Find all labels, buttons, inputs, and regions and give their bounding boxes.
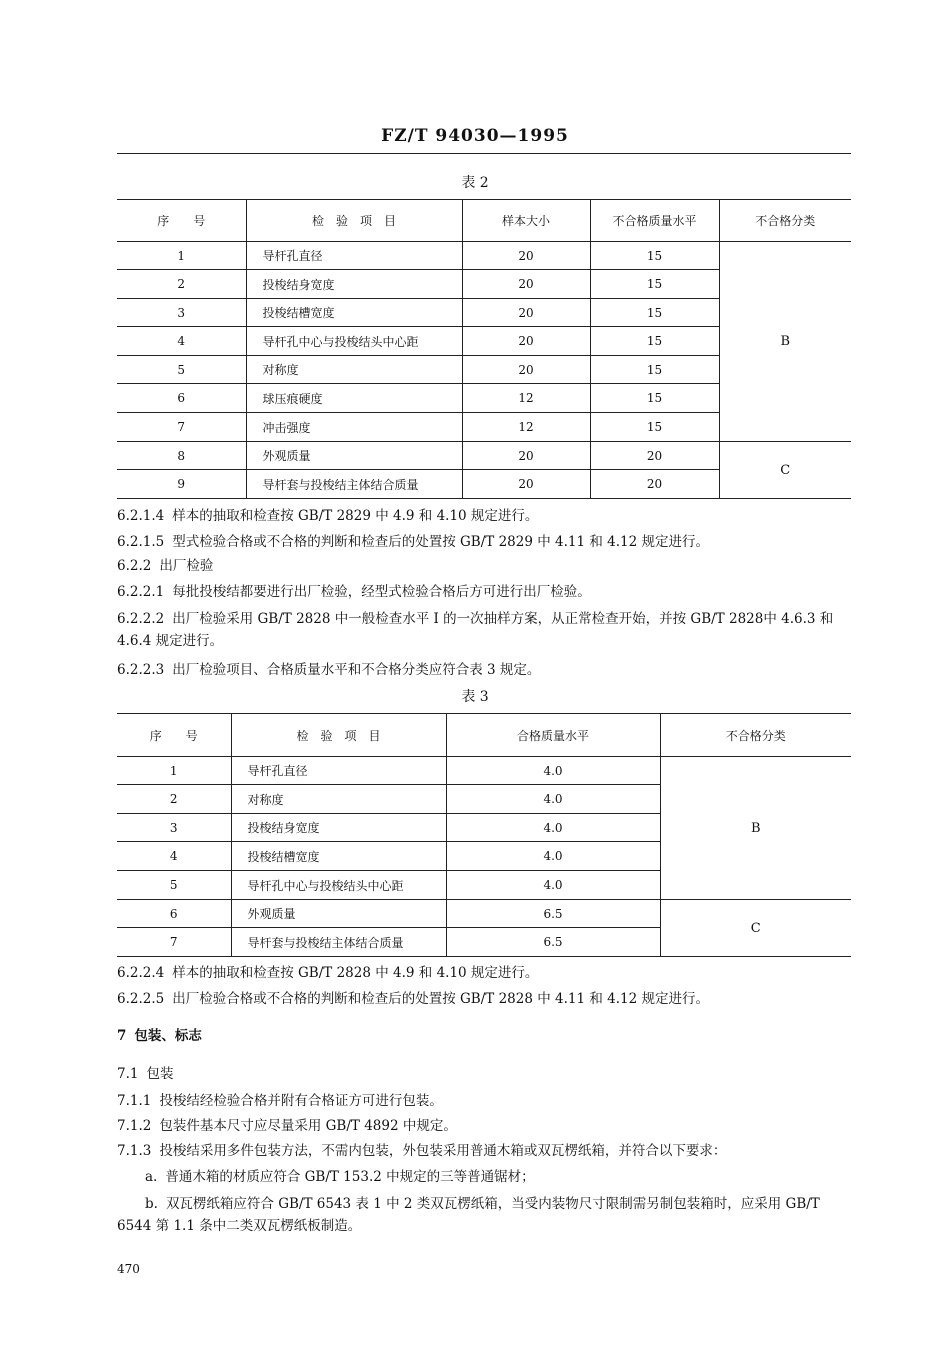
row-level: 15 bbox=[590, 299, 719, 327]
row-item: 导杆套与投梭结主体结合质量 bbox=[246, 470, 462, 499]
clause-7-1-3: 7.1.3 投梭结采用多件包装方法，不需内包装，外包装采用普通木箱或双瓦楞纸箱，并符合以下要求： bbox=[117, 1143, 727, 1159]
row-level: 15 bbox=[590, 356, 719, 384]
row-item: 对称度 bbox=[231, 785, 446, 814]
row-level: 20 bbox=[590, 442, 719, 470]
table-row bbox=[117, 900, 851, 928]
table2-header-sample: 样本大小 bbox=[462, 200, 590, 242]
clause-6-2-2-2: 6.2.2.2 出厂检验采用 GB/T 2828 中一般检查水平 Ⅰ 的一次抽样方案，从正常检查开始，并按 GB/T 2828中 4.6.3 和 4.6.4 规定进行。 bbox=[117, 611, 834, 649]
class-c-cell: C bbox=[660, 900, 851, 957]
row-level: 4.0 bbox=[446, 871, 660, 900]
header-rule bbox=[117, 153, 851, 154]
clause-7-1-1: 7.1.1 投梭结经检验合格并附有合格证方可进行包装。 bbox=[117, 1093, 443, 1109]
row-item: 投梭结身宽度 bbox=[246, 270, 462, 299]
row-no: 4 bbox=[117, 327, 246, 356]
row-sample: 12 bbox=[462, 413, 590, 442]
table3 bbox=[117, 713, 851, 957]
clause-6-2-2-1: 6.2.2.1 每批投梭结都要进行出厂检验，经型式检验合格后方可进行出厂检验。 bbox=[117, 584, 591, 600]
row-no: 3 bbox=[117, 814, 231, 842]
row-level: 20 bbox=[590, 470, 719, 499]
row-sample: 20 bbox=[462, 442, 590, 470]
row-no: 2 bbox=[117, 785, 231, 814]
clause-6-2-1-4: 6.2.1.4 样本的抽取和检查按 GB/T 2829 中 4.9 和 4.10 规定进行。 bbox=[117, 508, 539, 524]
row-item: 导杆孔中心与投梭结头中心距 bbox=[231, 871, 446, 900]
row-item: 导杆孔直径 bbox=[231, 757, 446, 785]
row-item: 投梭结身宽度 bbox=[231, 814, 446, 842]
row-level: 6.5 bbox=[446, 928, 660, 957]
row-level: 15 bbox=[590, 384, 719, 413]
clause-6-2-1-5: 6.2.1.5 型式检验合格或不合格的判断和检查后的处置按 GB/T 2829 中 4.11 和 4.12 规定进行。 bbox=[117, 534, 710, 550]
row-item: 外观质量 bbox=[246, 442, 462, 470]
table2-header-no: 序 号 bbox=[117, 200, 246, 242]
table3-header-item: 检 验 项 目 bbox=[231, 714, 446, 757]
doc-header: FZ/T 94030—1995 bbox=[381, 126, 569, 146]
row-sample: 20 bbox=[462, 270, 590, 299]
row-no: 6 bbox=[117, 384, 246, 413]
row-sample: 12 bbox=[462, 384, 590, 413]
table-row bbox=[117, 242, 851, 270]
clause-7-1: 7.1 包装 bbox=[117, 1066, 174, 1082]
table-row bbox=[117, 442, 851, 470]
row-level: 6.5 bbox=[446, 900, 660, 928]
row-no: 8 bbox=[117, 442, 246, 470]
row-no: 4 bbox=[117, 842, 231, 871]
row-item: 投梭结槽宽度 bbox=[246, 299, 462, 327]
table3-caption: 表 3 bbox=[461, 689, 489, 705]
clause-7-1-2: 7.1.2 包装件基本尺寸应尽量采用 GB/T 4892 中规定。 bbox=[117, 1118, 457, 1134]
row-item: 球压痕硬度 bbox=[246, 384, 462, 413]
row-level: 15 bbox=[590, 242, 719, 270]
row-no: 9 bbox=[117, 470, 246, 499]
table3-header-no: 序 号 bbox=[117, 714, 231, 757]
row-level: 4.0 bbox=[446, 842, 660, 871]
clause-6-2-2-4: 6.2.2.4 样本的抽取和检查按 GB/T 2828 中 4.9 和 4.10 规定进行。 bbox=[117, 965, 539, 981]
row-sample: 20 bbox=[462, 356, 590, 384]
row-no: 5 bbox=[117, 871, 231, 900]
table2-header-class: 不合格分类 bbox=[719, 200, 851, 242]
row-sample: 20 bbox=[462, 299, 590, 327]
row-sample: 20 bbox=[462, 327, 590, 356]
row-level: 15 bbox=[590, 327, 719, 356]
row-level: 15 bbox=[590, 413, 719, 442]
row-item: 导杆孔中心与投梭结头中心距 bbox=[246, 327, 462, 356]
item-a: a. 普通木箱的材质应符合 GB/T 153.2 中规定的三等普通锯材； bbox=[145, 1169, 535, 1185]
row-item: 对称度 bbox=[246, 356, 462, 384]
table3-header-level: 合格质量水平 bbox=[446, 714, 660, 757]
row-no: 5 bbox=[117, 356, 246, 384]
row-item: 导杆孔直径 bbox=[246, 242, 462, 270]
row-no: 1 bbox=[117, 242, 246, 270]
section-7-heading: 7 包装、标志 bbox=[117, 1028, 202, 1044]
row-item: 导杆套与投梭结主体结合质量 bbox=[231, 928, 446, 957]
table2-header-item: 检 验 项 目 bbox=[246, 200, 462, 242]
clause-6-2-2-3: 6.2.2.3 出厂检验项目、合格质量水平和不合格分类应符合表 3 规定。 bbox=[117, 662, 541, 678]
row-no: 7 bbox=[117, 928, 231, 957]
row-sample: 20 bbox=[462, 470, 590, 499]
clause-6-2-2: 6.2.2 出厂检验 bbox=[117, 558, 214, 574]
class-c-cell: C bbox=[719, 442, 851, 499]
row-level: 4.0 bbox=[446, 757, 660, 785]
table2-caption: 表 2 bbox=[461, 175, 489, 191]
class-b-cell: B bbox=[660, 757, 851, 900]
clause-6-2-2-5: 6.2.2.5 出厂检验合格或不合格的判断和检查后的处置按 GB/T 2828 中 4.11 和 4.12 规定进行。 bbox=[117, 991, 710, 1007]
row-item: 冲击强度 bbox=[246, 413, 462, 442]
row-no: 3 bbox=[117, 299, 246, 327]
row-level: 15 bbox=[590, 270, 719, 299]
row-level: 4.0 bbox=[446, 785, 660, 814]
table-row bbox=[117, 757, 851, 785]
class-b-cell: B bbox=[719, 242, 851, 442]
row-no: 7 bbox=[117, 413, 246, 442]
table2 bbox=[117, 199, 851, 499]
row-item: 外观质量 bbox=[231, 900, 446, 928]
row-no: 6 bbox=[117, 900, 231, 928]
item-b: b. 双瓦楞纸箱应符合 GB/T 6543 表 1 中 2 类双瓦楞纸箱，当受内装物尺寸限制需另制包装箱时，应采用 GB/T 6544 第 1.1 条中二类双瓦楞纸板制造。 bbox=[117, 1196, 820, 1234]
row-sample: 20 bbox=[462, 242, 590, 270]
page-number: 470 bbox=[117, 1262, 140, 1276]
row-item: 投梭结槽宽度 bbox=[231, 842, 446, 871]
row-no: 1 bbox=[117, 757, 231, 785]
table2-header-level: 不合格质量水平 bbox=[590, 200, 719, 242]
row-no: 2 bbox=[117, 270, 246, 299]
table3-header-class: 不合格分类 bbox=[660, 714, 851, 757]
row-level: 4.0 bbox=[446, 814, 660, 842]
